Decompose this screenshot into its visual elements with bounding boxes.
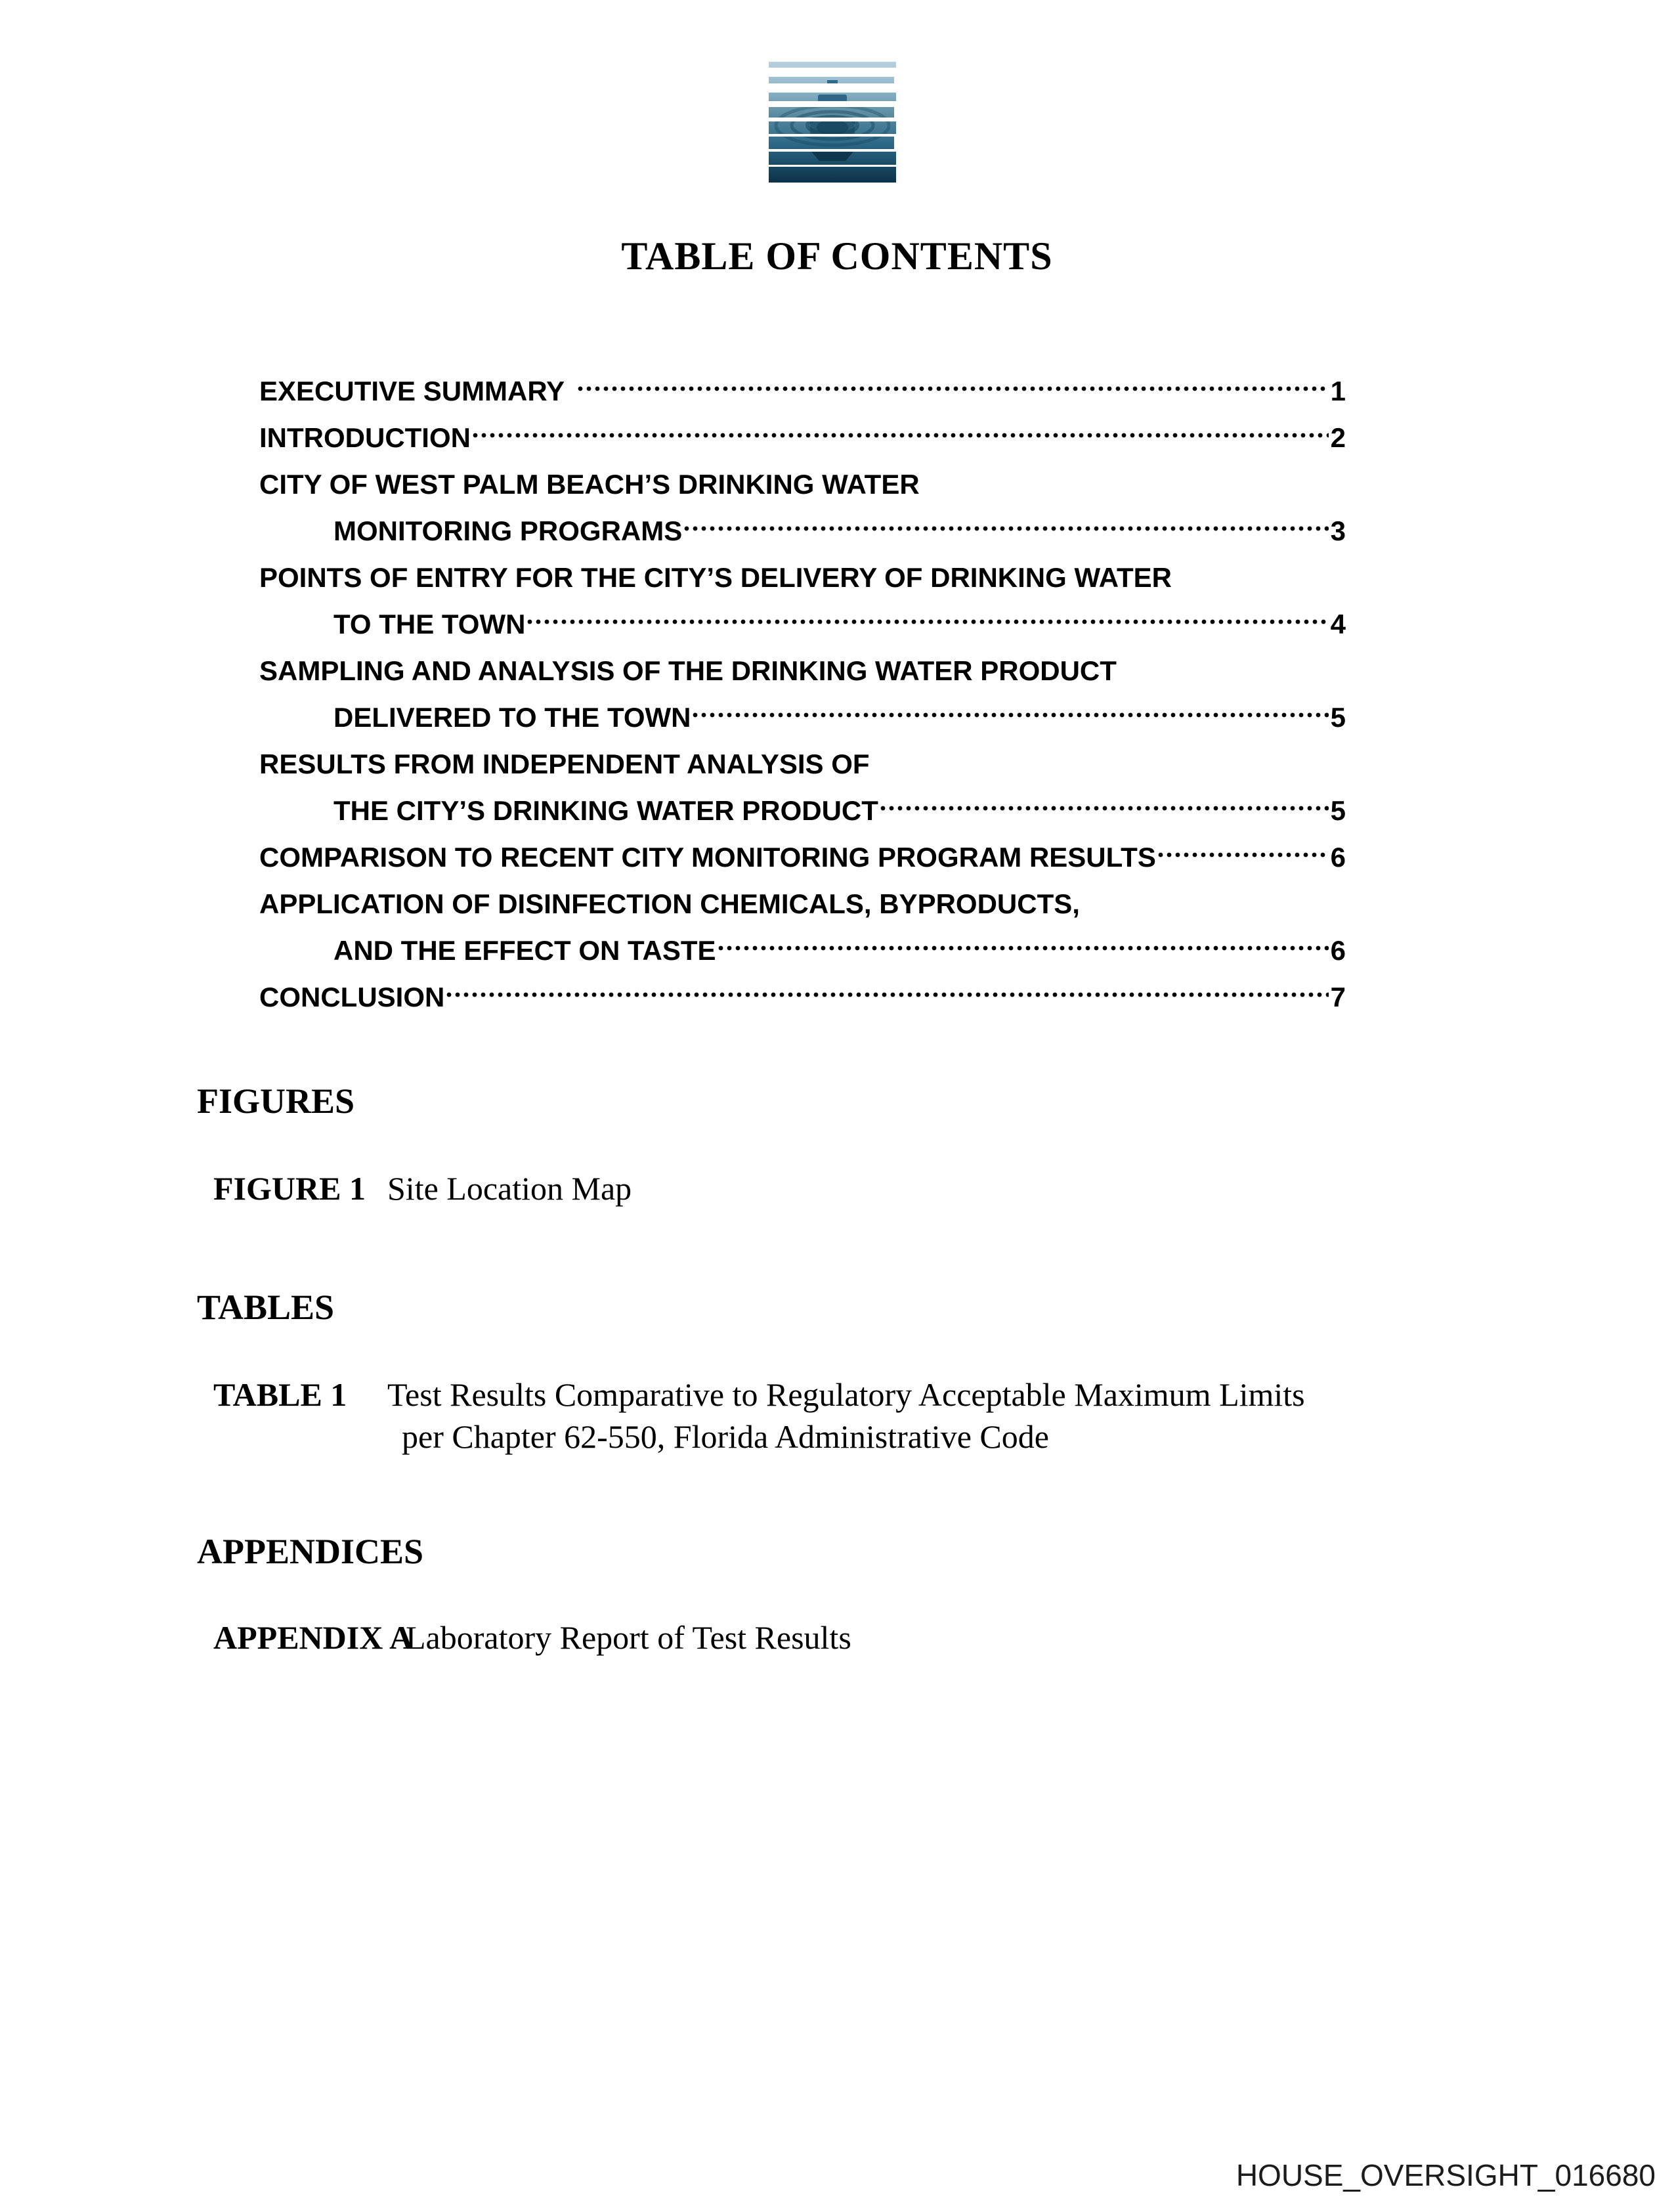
toc-entry-label: TO THE TOWN bbox=[333, 609, 526, 640]
toc-page-number: 4 bbox=[1330, 609, 1346, 640]
toc-entry-label: THE CITY’S DRINKING WATER PRODUCT bbox=[333, 795, 878, 826]
table-description-line2: per Chapter 62-550, Florida Administrative Code bbox=[402, 1418, 1049, 1455]
toc-page-number: 7 bbox=[1330, 982, 1346, 1012]
toc-entry bbox=[259, 927, 1346, 974]
page-title: TABLE OF CONTENTS bbox=[621, 234, 1053, 278]
table-of-contents bbox=[259, 368, 1346, 1020]
toc-page-number: 1 bbox=[1330, 376, 1346, 406]
toc-entry bbox=[259, 741, 1346, 787]
figure-description: Site Location Map bbox=[387, 1170, 632, 1207]
toc-entry-label: POINTS OF ENTRY FOR THE CITY’S DELIVERY OF DRINKING WATER bbox=[259, 562, 1172, 593]
toc-page-number: 5 bbox=[1330, 702, 1346, 733]
toc-entry bbox=[259, 368, 1346, 414]
toc-page-number: 6 bbox=[1330, 935, 1346, 966]
toc-entry bbox=[259, 694, 1346, 741]
figure-label: FIGURE 1 bbox=[213, 1170, 366, 1207]
toc-entry-label: APPLICATION OF DISINFECTION CHEMICALS, BYPRODUCTS, bbox=[259, 888, 1080, 919]
toc-entry bbox=[259, 787, 1346, 834]
table-label: TABLE 1 bbox=[213, 1376, 347, 1413]
table-description bbox=[387, 1374, 1305, 1458]
toc-entry bbox=[259, 461, 1346, 508]
toc-page-number: 5 bbox=[1330, 795, 1346, 826]
figures-heading: FIGURES bbox=[197, 1081, 355, 1121]
toc-entry-label: CONCLUSION bbox=[259, 982, 445, 1012]
toc-entry bbox=[259, 508, 1346, 554]
toc-page-number: 6 bbox=[1330, 842, 1346, 873]
toc-entry-label: MONITORING PROGRAMS bbox=[333, 515, 683, 546]
toc-entry bbox=[259, 554, 1346, 601]
toc-entry bbox=[259, 974, 1346, 1020]
table-description-line1: Test Results Comparative to Regulatory Acceptable Maximum Limits bbox=[387, 1376, 1305, 1413]
toc-entry-label: SAMPLING AND ANALYSIS OF THE DRINKING WATER PRODUCT bbox=[259, 655, 1117, 686]
appendix-list-item bbox=[213, 1616, 851, 1659]
appendix-label: APPENDIX A bbox=[213, 1619, 414, 1656]
water-ripple-logo-graphic bbox=[768, 62, 897, 183]
toc-page-number: 2 bbox=[1330, 422, 1346, 453]
toc-entry bbox=[259, 834, 1346, 880]
toc-entry bbox=[259, 647, 1346, 694]
bates-number: HOUSE_OVERSIGHT_016680 bbox=[1235, 2158, 1656, 2192]
toc-entry bbox=[259, 880, 1346, 927]
toc-entry-label: DELIVERED TO THE TOWN bbox=[333, 702, 691, 733]
toc-page-number: 3 bbox=[1330, 515, 1346, 546]
toc-entry-label: CITY OF WEST PALM BEACH’S DRINKING WATER bbox=[259, 469, 920, 500]
appendix-description: Laboratory Report of Test Results bbox=[406, 1619, 851, 1656]
toc-entry-label: COMPARISON TO RECENT CITY MONITORING PROGRAM RESULTS bbox=[259, 842, 1156, 873]
figure-list-item bbox=[213, 1167, 632, 1209]
toc-entry-label: AND THE EFFECT ON TASTE bbox=[333, 935, 716, 966]
toc-entry-label: EXECUTIVE SUMMARY bbox=[259, 376, 565, 406]
tables-heading: TABLES bbox=[197, 1288, 335, 1327]
toc-entry bbox=[259, 414, 1346, 461]
toc-entry-label: INTRODUCTION bbox=[259, 422, 471, 453]
appendices-heading: APPENDICES bbox=[197, 1532, 424, 1571]
toc-entry-label: RESULTS FROM INDEPENDENT ANALYSIS OF bbox=[259, 748, 870, 779]
toc-entry bbox=[259, 601, 1346, 647]
water-ripple-logo bbox=[768, 62, 897, 183]
table-list-item bbox=[213, 1374, 1305, 1458]
